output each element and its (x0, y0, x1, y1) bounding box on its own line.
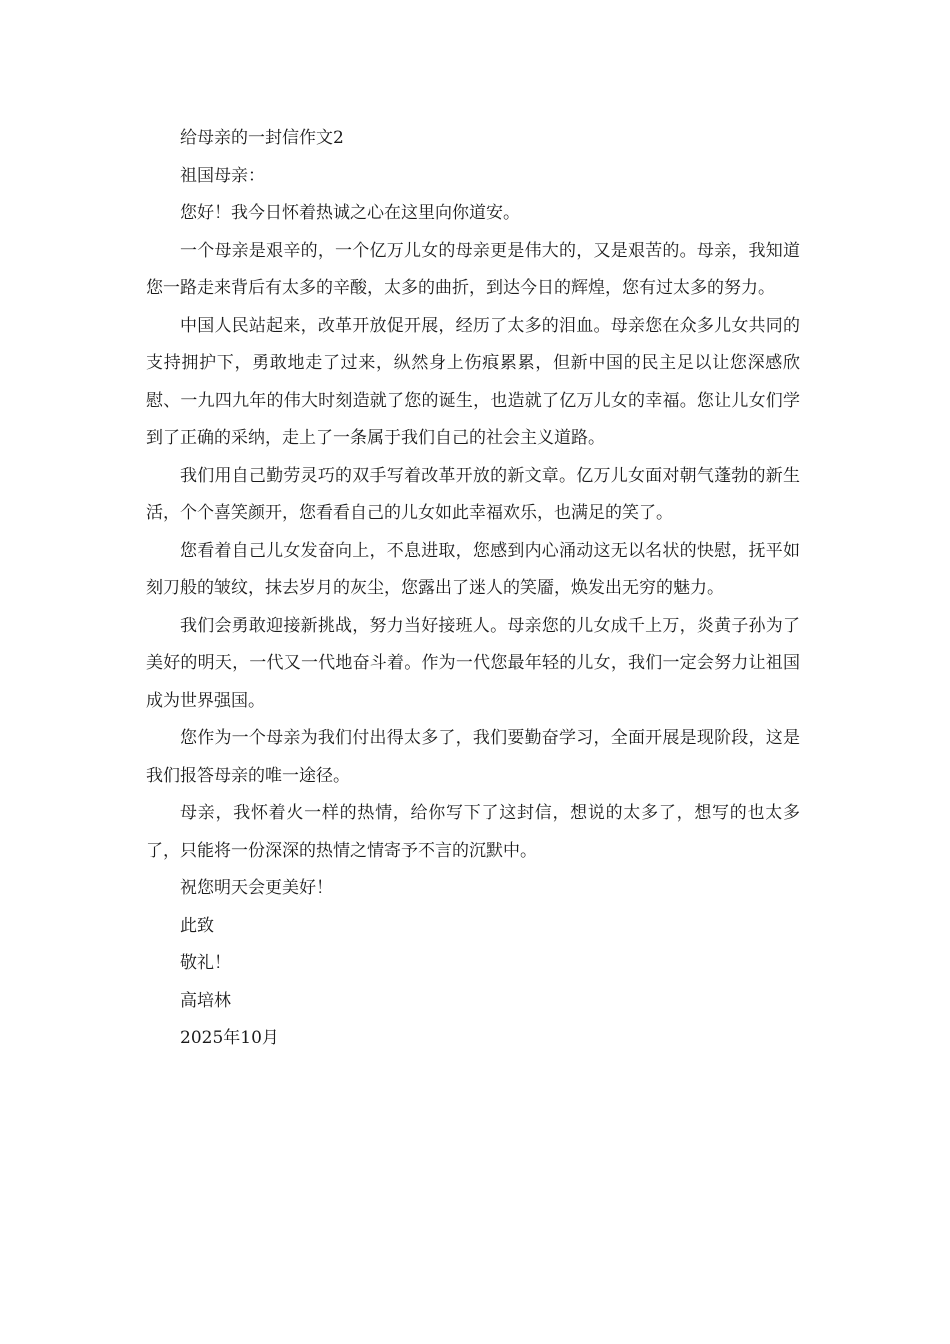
paragraph-7: 母亲，我怀着火一样的热情，给你写下了这封信，想说的太多了，想写的也太多了，只能将一份深深的热情之情寄予不言的沉默中。 (146, 803, 800, 861)
date: 2025年10月 (180, 1028, 279, 1048)
document-title: 给母亲的一封信作文2 (180, 128, 344, 148)
signature: 高培林 (180, 990, 231, 1011)
paragraph-5: 我们会勇敢迎接新挑战，努力当好接班人。母亲您的儿女成千上万，炎黄子孙为了美好的明天，一代又一代地奋斗着。作为一代您最年轻的儿女，我们一定会努力让祖国成为世界强国。 (146, 615, 800, 711)
wish-line: 祝您明天会更美好！ (180, 878, 333, 898)
greeting: 您好！我今日怀着热诚之心在这里向你道安。 (180, 203, 520, 223)
closing-line-2: 敬礼！ (180, 953, 231, 973)
letter-body (146, 120, 800, 1058)
paragraph-3: 我们用自己勤劳灵巧的双手写着改革开放的新文章。亿万儿女面对朝气蓬勃的新生活，个个喜笑颜开，您看看自己的儿女如此幸福欢乐，也满足的笑了。 (146, 465, 800, 523)
closing-line-1: 此致 (180, 915, 214, 936)
paragraph-1: 一个母亲是艰辛的，一个亿万儿女的母亲更是伟大的，又是艰苦的。母亲，我知道您一路走来背后有太多的辛酸，太多的曲折，到达今日的辉煌，您有过太多的努力。 (146, 240, 800, 298)
paragraph-4: 您看着自己儿女发奋向上，不息进取，您感到内心涌动这无以名状的快慰，抚平如刻刀般的皱纹，抹去岁月的灰尘，您露出了迷人的笑靥，焕发出无穷的魅力。 (146, 540, 800, 598)
paragraph-2: 中国人民站起来，改革开放促开展，经历了太多的泪血。母亲您在众多儿女共同的支持拥护下，勇敢地走了过来，纵然身上伤痕累累，但新中国的民主足以让您深感欣慰、一九四九年的伟大时刻造就了您的诞生，也造就了亿万儿女的幸福。您让儿女们学到了正确的采纳，走上了一条属于我们自己的社会主义道路。 (146, 315, 800, 448)
paragraph-6: 您作为一个母亲为我们付出得太多了，我们要勤奋学习，全面开展是现阶段，这是我们报答母亲的唯一途径。 (146, 728, 800, 786)
salutation: 祖国母亲： (180, 165, 265, 186)
